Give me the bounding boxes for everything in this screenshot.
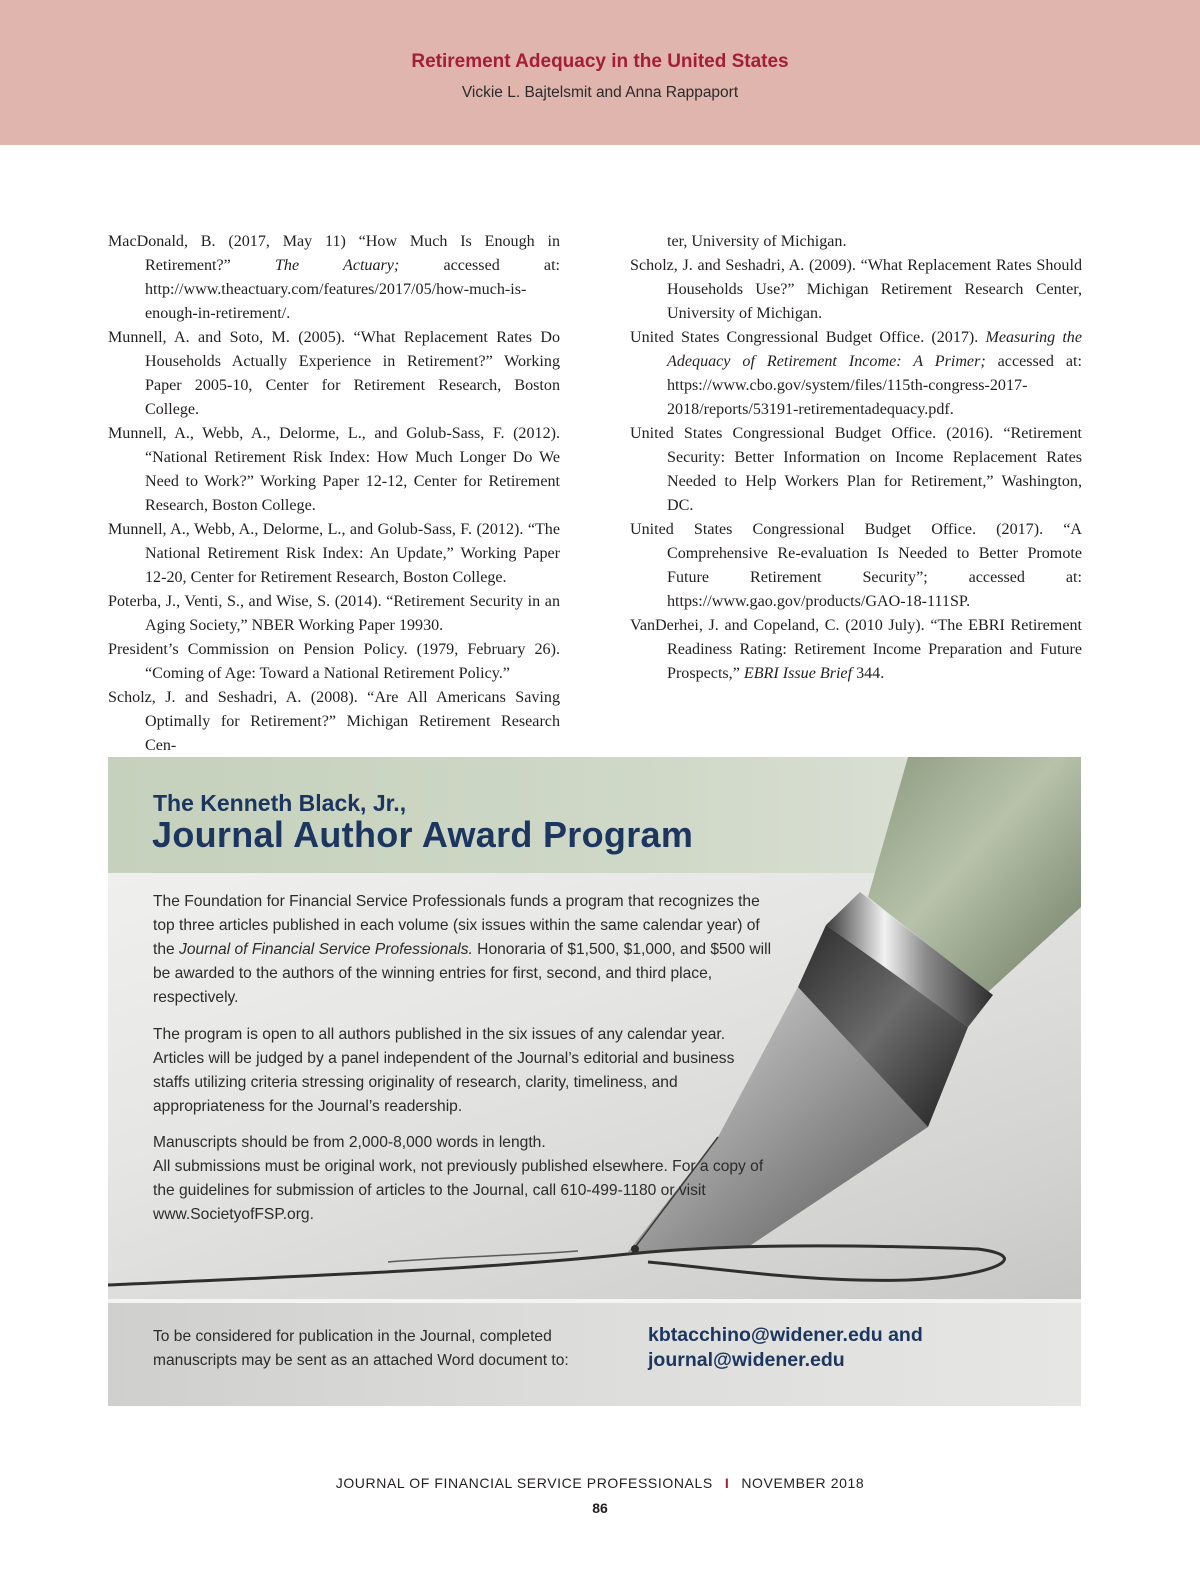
ad-paragraph-2: The program is open to all authors published in the six issues of any calendar year. Articles will be judged by a panel independent of the Journal’s editorial and business staffs utilizing criteria stressing originality of research, clarity, timeliness, and appropriateness for the Journal’s readership. — [153, 1026, 735, 1115]
ad-contact-strip — [108, 1299, 1081, 1406]
reference-entry: Munnell, A. and Soto, M. (2005). “What Replacement Rates Do Households Actually Experience in Retirement?” Working Paper 2005-10, Center for Retirement Research, Boston College. — [108, 329, 560, 418]
reference-entry: Munnell, A., Webb, A., Delorme, L., and Golub-Sass, F. (2012). “National Retirement Risk Index: How Much Longer Do We Need to Work?” Working Paper 12-12, Center for Retirement Research, Boston College. — [108, 425, 560, 514]
ad-title: Journal Author Award Program — [152, 814, 694, 855]
running-authors: Vickie L. Bajtelsmit and Anna Rappaport — [461, 84, 739, 101]
reference-entry: Scholz, J. and Seshadri, A. (2008). “Are All Americans Saving Optimally for Retirement?” Michigan Retirement Research Cen- — [108, 689, 560, 754]
running-title: Retirement Adequacy in the United States — [411, 51, 789, 72]
journal-name: JOURNAL OF FINANCIAL SERVICE PROFESSIONALS — [335, 1475, 713, 1491]
references-left-column — [108, 230, 560, 758]
references-right-column — [630, 230, 1082, 686]
reference-entry: VanDerhei, J. and Copeland, C. (2010 July). “The EBRI Retirement Readiness Rating: Retirement Income Preparation and Future Prospects,” EBRI Issue Brief 344. — [630, 617, 1082, 682]
ad-subtitle: The Kenneth Black, Jr., — [153, 790, 407, 816]
footer-separator: I — [724, 1475, 730, 1491]
page-header — [0, 0, 1200, 145]
submission-emails — [648, 1323, 1048, 1373]
award-program-ad — [108, 757, 1081, 1406]
issue-date: NOVEMBER 2018 — [741, 1475, 865, 1491]
reference-entry: President’s Commission on Pension Policy. (1979, February 26). “Coming of Age: Toward a National Retirement Policy.” — [108, 641, 560, 682]
ad-paragraph-3: Manuscripts should be from 2,000-8,000 words in length. All submissions must be original work, not previously published elsewhere. For a copy of the guidelines for submission of articles to the Journal, call 610-499-1180 or visit www.SocietyofFSP.org. — [153, 1134, 764, 1223]
page-footer — [0, 1475, 1200, 1491]
reference-entry: United States Congressional Budget Office. (2016). “Retirement Security: Better Information on Income Replacement Rates Needed to Help Workers Plan for Retirement,” Washington, DC. — [630, 425, 1082, 514]
reference-entry: United States Congressional Budget Office. (2017). Measuring the Adequacy of Retirement Income: A Primer; accessed at: https://www.cbo.gov/system/files/115th-congress-2017-2018/reports/53191-retirementadequacy.pdf. — [630, 329, 1082, 418]
reference-entry: United States Congressional Budget Office. (2017). “A Comprehensive Re-evaluation Is Needed to Better Promote Future Retirement Security”; accessed at: https://www.gao.gov/products/GAO-18-111SP. — [630, 521, 1082, 610]
page-number: 86 — [592, 1500, 608, 1516]
reference-entry: Munnell, A., Webb, A., Delorme, L., and Golub-Sass, F. (2012). “The National Retirement Risk Index: An Update,” Working Paper 12-20, Center for Retirement Research, Boston College. — [108, 521, 560, 586]
reference-entry: Scholz, J. and Seshadri, A. (2009). “What Replacement Rates Should Households Use?” Michigan Retirement Research Center, University of Michigan. — [630, 257, 1082, 322]
ad-paragraph-1: The Foundation for Financial Service Professionals funds a program that recognizes the top three articles published in each volume (six issues within the same calendar year) of the Journal of Financial Service Professionals. Honoraria of $1,500, $1,000, and $500 will be awarded to the authors of the winning entries for first, second, and third place, respectively. — [153, 893, 772, 1006]
submission-instructions: To be considered for publication in the Journal, completed manuscripts may be sent as an attached Word document to: — [153, 1328, 569, 1369]
email-line-2[interactable]: journal@widener.edu — [648, 1349, 845, 1371]
reference-continuation: ter, University of Michigan. — [667, 233, 847, 250]
email-line-1[interactable]: kbtacchino@widener.edu and — [648, 1324, 923, 1346]
reference-entry: MacDonald, B. (2017, May 11) “How Much Is Enough in Retirement?” The Actuary; accessed at: http://www.theactuary.com/features/2017/05/how-much-is-enough-in-retirement/. — [108, 233, 561, 322]
reference-entry: Poterba, J., Venti, S., and Wise, S. (2014). “Retirement Security in an Aging Society,” NBER Working Paper 19930. — [108, 593, 560, 634]
